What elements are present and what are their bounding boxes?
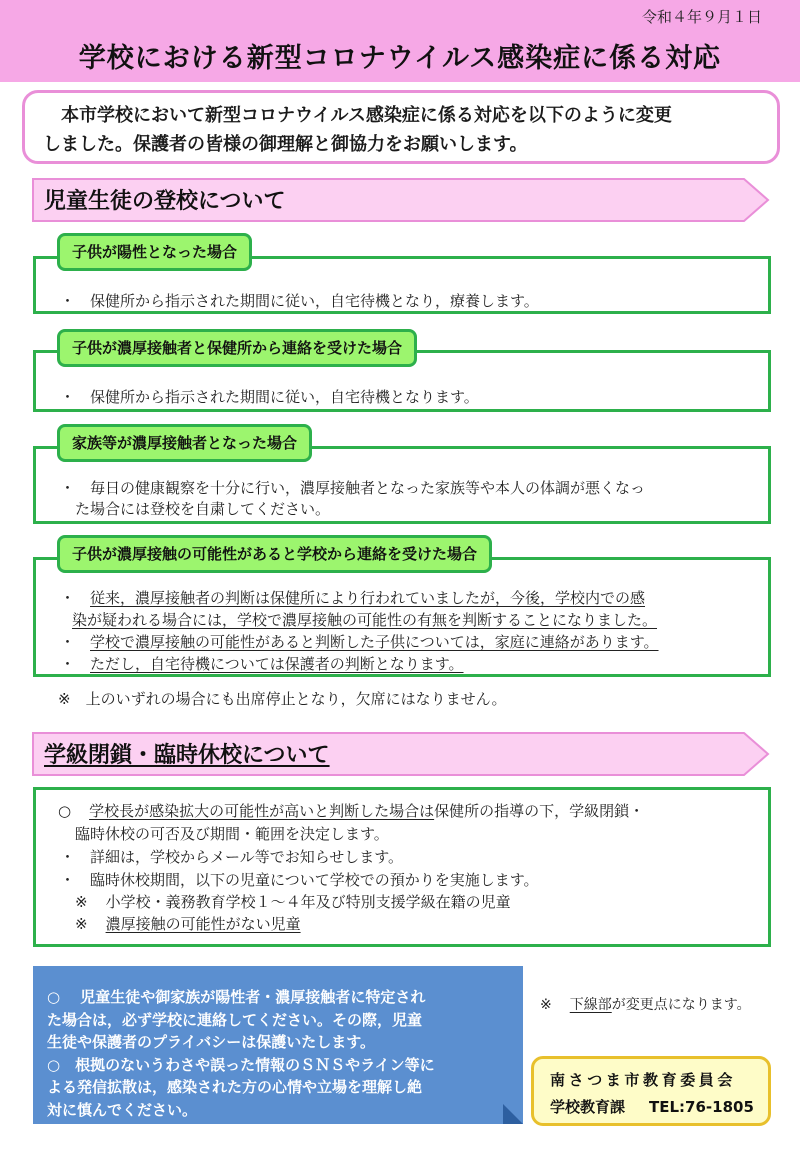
case-line: た場合には登校を自粛してください。 bbox=[75, 500, 331, 518]
notice-line: 対に慎んでください。 bbox=[47, 1100, 198, 1119]
absence-note: ※ 上のいずれの場合にも出席停止となり，欠席にはなりません。 bbox=[58, 690, 507, 708]
contact-org: 南さつま市教育委員会 bbox=[550, 1071, 737, 1089]
privacy-notice-box bbox=[33, 966, 523, 1124]
change-note-rest: が変更点になります。 bbox=[611, 997, 751, 1013]
changed-text: 従来，濃厚接触者の判断は保健所により行われていましたが，今後，学校内での感 bbox=[90, 589, 646, 607]
bullet: ・ bbox=[60, 633, 76, 651]
case-line bbox=[60, 653, 464, 674]
closure-line-4: ・ 臨時休校期間，以下の児童について学校での預かりを実施します。 bbox=[60, 871, 539, 889]
closure-line-5-text: 小学校・義務教育学校１～４年及び特別支援学級在籍の児童 bbox=[105, 893, 511, 911]
changed-text: 学校長が感染拡大の可能性が高いと判断した場合は bbox=[89, 802, 435, 820]
case-tab-close-contact: 子供が濃厚接触者と保健所から連絡を受けた場合 bbox=[57, 329, 417, 367]
case-line bbox=[60, 587, 645, 608]
asterisk-mark: ※ bbox=[75, 893, 88, 911]
changed-text: ただし，自宅待機については保護者の判断となります。 bbox=[90, 655, 464, 673]
case-line: ・ 毎日の健康観察を十分に行い，濃厚接触者となった家族等や本人の体調が悪くなっ bbox=[60, 479, 646, 497]
intro-line-2: しました。保護者の皆様の御理解と御協力をお願いします。 bbox=[43, 134, 528, 155]
bullet: ・ bbox=[60, 589, 76, 607]
notice-line: 生徒や保護者のプライバシーは保護いたします。 bbox=[47, 1033, 376, 1052]
notice-line: ○ 根拠のないうわさや誤った情報のＳＮＳやライン等に bbox=[47, 1055, 435, 1074]
section-banner-closure bbox=[32, 732, 770, 776]
asterisk-mark: ※ bbox=[540, 997, 552, 1013]
contact-box bbox=[531, 1056, 771, 1126]
case-line: ・ 保健所から指示された期間に従い，自宅待機となります。 bbox=[60, 388, 479, 406]
changed-text: 濃厚接触の可能性がない児童 bbox=[105, 915, 301, 933]
change-note bbox=[540, 994, 751, 1014]
case-tab-positive: 子供が陽性となった場合 bbox=[57, 233, 252, 271]
section-title-closure: 学級閉鎖・臨時休校について bbox=[44, 743, 330, 768]
changed-text: 染が疑われる場合には，学校で濃厚接触の可能性の有無を判断することになりました。 bbox=[72, 611, 658, 629]
closure-line-6 bbox=[75, 913, 301, 934]
closure-line-3: ・ 詳細は，学校からメール等でお知らせします。 bbox=[60, 848, 404, 866]
case-tab-school-contact: 子供が濃厚接触の可能性があると学校から連絡を受けた場合 bbox=[57, 535, 492, 573]
changed-text: 学校で濃厚接触の可能性があると判断した子供については，家庭に連絡があります。 bbox=[90, 633, 659, 651]
notice-line: た場合は，必ず学校に連絡してください。その際，児童 bbox=[47, 1010, 423, 1029]
case-tab-family-contact: 家族等が濃厚接触者となった場合 bbox=[57, 424, 312, 462]
case-line bbox=[60, 631, 659, 652]
section-banner-attendance bbox=[32, 178, 770, 222]
closure-line-1-rest: 保健所の指導の下，学級閉鎖・ bbox=[434, 802, 645, 820]
case-line: ・ 保健所から指示された期間に従い，自宅待機となり，療養します。 bbox=[60, 292, 539, 310]
closure-line-5 bbox=[75, 891, 511, 912]
contact-dept: 学校教育課 bbox=[550, 1098, 626, 1116]
page-title: 学校における新型コロナウイルス感染症に係る対応 bbox=[78, 43, 722, 74]
circle-mark: ○ bbox=[58, 802, 72, 820]
closure-line-2: 臨時休校の可否及び期間・範囲を決定します。 bbox=[75, 825, 389, 843]
closure-line-1 bbox=[58, 800, 644, 821]
bullet: ・ bbox=[60, 655, 76, 673]
intro-line-1: 本市学校において新型コロナウイルス感染症に係る対応を以下のように変更 bbox=[61, 105, 672, 126]
date: 令和４年９月１日 bbox=[641, 8, 762, 26]
notice-line: よる発信拡散は，感染された方の心情や立場を理解し絶 bbox=[47, 1078, 423, 1097]
case-line bbox=[72, 609, 657, 630]
intro-box bbox=[22, 90, 780, 164]
notice-line: ○ 児童生徒や御家族が陽性者・濃厚接触者に特定され bbox=[47, 988, 426, 1006]
page-fold-corner bbox=[503, 1104, 523, 1124]
changed-text-legend: 下線部 bbox=[569, 997, 612, 1013]
section-title-attendance: 児童生徒の登校について bbox=[44, 189, 286, 214]
contact-tel: TEL:76-1805 bbox=[649, 1098, 754, 1116]
asterisk-mark: ※ bbox=[75, 915, 88, 933]
contact-line bbox=[550, 1096, 754, 1117]
